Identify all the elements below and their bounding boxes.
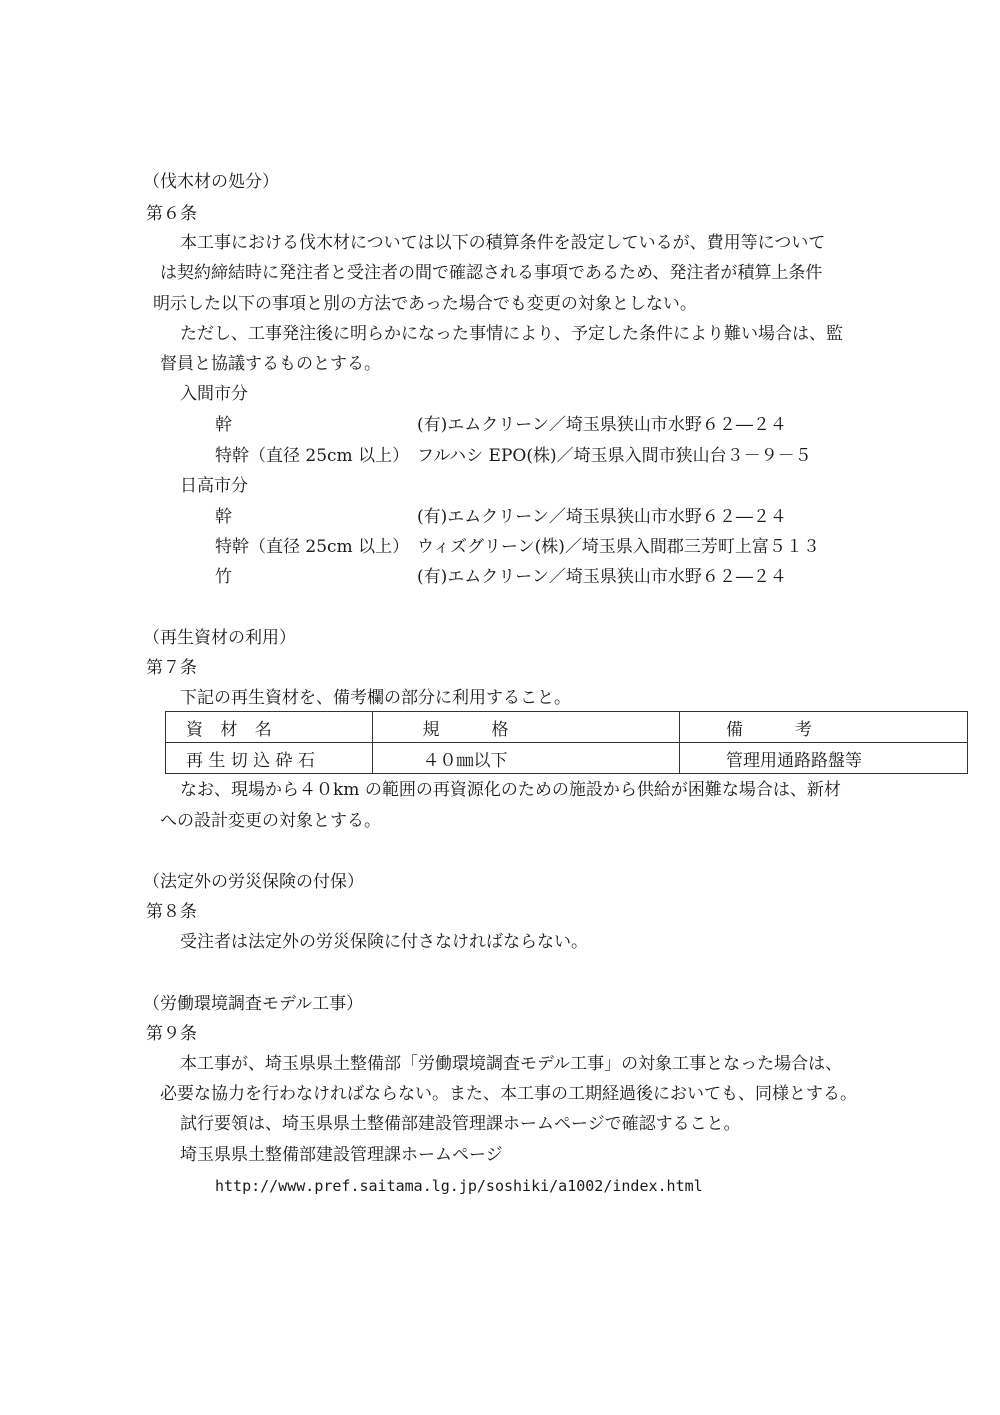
article9-paragraph1-line1: 本工事が、埼玉県県土整備部「労働環境調査モデル工事」の対象工事となった場合は、 xyxy=(180,1054,843,1074)
iruma-section-title: 入間市分 xyxy=(180,384,248,404)
header-remarks: 備 考 xyxy=(679,712,967,743)
article6-paragraph2-line1: ただし、工事発注後に明らかになった事情により、予定した条件により難い場合は、監 xyxy=(180,324,843,344)
article6-number: 第６条 xyxy=(146,204,197,224)
hidaka-dest-bamboo: (有)エムクリーン／埼玉県狭山市水野６２―２４ xyxy=(417,567,787,587)
article7-heading: （再生資材の利用） xyxy=(143,628,296,648)
hidaka-item-trunk: 幹 xyxy=(215,507,232,527)
article8-body: 受注者は法定外の労災保険に付さなければならない。 xyxy=(180,932,588,952)
recycled-materials-table xyxy=(165,711,968,774)
article6-heading: （伐木材の処分） xyxy=(143,172,279,192)
iruma-dest-large-trunk: フルハシ EPO(株)／埼玉県入間市狭山台３－９－５ xyxy=(417,446,812,466)
table-header-row xyxy=(166,712,968,743)
article6-paragraph1-line3: 明示した以下の事項と別の方法であった場合でも変更の対象としない。 xyxy=(153,294,697,314)
article7-note-line1: なお、現場から４０km の範囲の再資源化のための施設から供給が困難な場合は、新材 xyxy=(180,780,841,800)
iruma-item-trunk: 幹 xyxy=(215,415,232,435)
article8-heading: （法定外の労災保険の付保） xyxy=(143,872,364,892)
hidaka-dest-trunk: (有)エムクリーン／埼玉県狭山市水野６２―２４ xyxy=(417,507,787,527)
homepage-url-link[interactable]: http://www.pref.saitama.lg.jp/soshiki/a1002/index.html xyxy=(215,1177,703,1195)
table-row xyxy=(166,743,968,774)
homepage-label: 埼玉県県土整備部建設管理課ホームページ xyxy=(180,1145,503,1165)
header-material-name: 資 材 名 xyxy=(166,712,373,743)
header-specification: 規 格 xyxy=(372,712,679,743)
article9-paragraph2: 試行要領は、埼玉県県土整備部建設管理課ホームページで確認すること。 xyxy=(180,1114,741,1134)
article7-number: 第７条 xyxy=(146,658,197,678)
cell-material-name: 再 生 切 込 砕 石 xyxy=(166,743,373,774)
cell-remarks: 管理用通路路盤等 xyxy=(679,743,967,774)
article9-heading: （労働環境調査モデル工事） xyxy=(143,994,364,1014)
iruma-dest-trunk: (有)エムクリーン／埼玉県狭山市水野６２―２４ xyxy=(417,415,787,435)
hidaka-dest-large-trunk: ウィズグリーン(株)／埼玉県入間郡三芳町上富５１３ xyxy=(417,537,820,557)
article8-number: 第８条 xyxy=(146,902,197,922)
article9-number: 第９条 xyxy=(146,1024,197,1044)
article7-note-line2: への設計変更の対象とする。 xyxy=(160,811,381,831)
hidaka-section-title: 日高市分 xyxy=(180,476,248,496)
hidaka-item-bamboo: 竹 xyxy=(215,567,232,587)
hidaka-item-large-trunk: 特幹（直径 25cm 以上） xyxy=(215,537,410,557)
cell-specification: ４０㎜以下 xyxy=(372,743,679,774)
article9-paragraph1-line2: 必要な協力を行わなければならない。また、本工事の工期経過後においても、同様とする。 xyxy=(160,1084,857,1104)
article6-paragraph1-line2: は契約締結時に発注者と受注者の間で確認される事項であるため、発注者が積算上条件 xyxy=(160,263,823,283)
article7-intro: 下記の再生資材を、備考欄の部分に利用すること。 xyxy=(180,688,571,708)
iruma-item-large-trunk: 特幹（直径 25cm 以上） xyxy=(215,446,410,466)
article6-paragraph2-line2: 督員と協議するものとする。 xyxy=(160,354,381,374)
article6-paragraph1-line1: 本工事における伐木材については以下の積算条件を設定しているが、費用等について xyxy=(180,233,826,253)
